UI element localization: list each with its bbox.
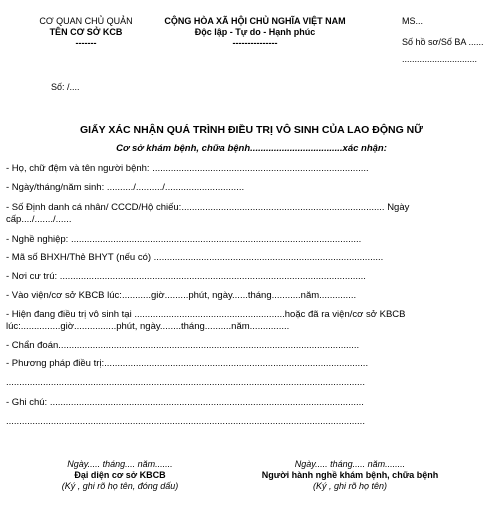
agency-block [6,16,166,49]
signature-left-date: Ngày..... tháng.... năm....... [67,459,173,469]
field-diagnosis: - Chẩn đoán.................................................................................................................. [6,340,360,351]
signature-practitioner [250,459,450,492]
record-dots: .............................. [402,54,478,64]
agency-name: CƠ QUAN CHỦ QUẢN [39,16,133,26]
field-notes-continued: ........................................................................................................................................ [6,416,365,427]
motto-rule: --------------- [232,38,278,48]
field-patient-name: - Họ, chữ đệm và tên người bệnh: .................................................................................. [6,163,369,174]
field-treatment-method-continued: ........................................................................................................................................ [6,377,365,388]
field-insurance-number: - Mã số BHXH/Thẻ BHYT (nếu có) ....................................................................................... [6,252,384,263]
ms-code: MS... [402,16,424,26]
signature-left-title: Đại diện cơ sở KBCB [74,470,166,480]
record-number: Số hồ sơ/Số BA ...... [402,37,484,47]
agency-rule: ------- [75,38,97,48]
nation-block [160,16,350,49]
field-treatment-facility: - Hiện đang điều trị vô sinh tại .........................................................hoặc đã ra viện/cơ sở KBCB [6,309,406,320]
field-date-of-birth: - Ngày/tháng/năm sinh: ........../........../.............................. [6,182,245,193]
field-treatment-method: - Phương pháp điều trị:.................................................................................................... [6,358,369,369]
document-title: GIẤY XÁC NHẬN QUÁ TRÌNH ĐIỀU TRỊ VÔ SINH CỦA LAO ĐỘNG NỮ [80,124,423,136]
document-number: Số: /.... [51,82,80,92]
facility-name: TÊN CƠ SỞ KCB [49,27,123,37]
field-residence: - Nơi cư trú: .................................................................................................................... [6,271,366,282]
signature-right-date: Ngày..... tháng..... năm........ [294,459,406,469]
facility-confirmation-line: Cơ sở khám bệnh, chữa bệnh...................................xác nhận: [116,143,387,154]
signature-right-note: (Ký , ghi rõ họ tên) [312,481,388,491]
signature-left-note: (Ký , ghi rõ họ tên, đóng dấu) [61,481,179,491]
field-notes: - Ghi chú: ....................................................................................................................... [6,397,364,408]
motto: Độc lập - Tự do - Hạnh phúc [194,27,316,37]
field-id-issue-date: cấp..../......./...... [6,214,72,225]
field-admission-time: - Vào viện/cơ sở KBCB lúc:...........giờ.........phút, ngày......tháng...........năm.............. [6,290,357,301]
nation-name: CỘNG HÒA XÃ HỘI CHỦ NGHĨA VIỆT NAM [164,16,346,26]
field-id-number: - Số Định danh cá nhân/ CCCD/Hộ chiếu:............................................................................. Ngày [6,202,410,213]
field-occupation: - Nghề nghiệp: .............................................................................................................. [6,234,362,245]
field-discharge-time: lúc:...............giờ................phút, ngày........tháng..........năm............... [6,321,290,332]
signature-right-title: Người hành nghề khám bệnh, chữa bệnh [261,470,439,480]
signature-facility-representative [40,459,200,492]
codes-block [402,16,502,65]
